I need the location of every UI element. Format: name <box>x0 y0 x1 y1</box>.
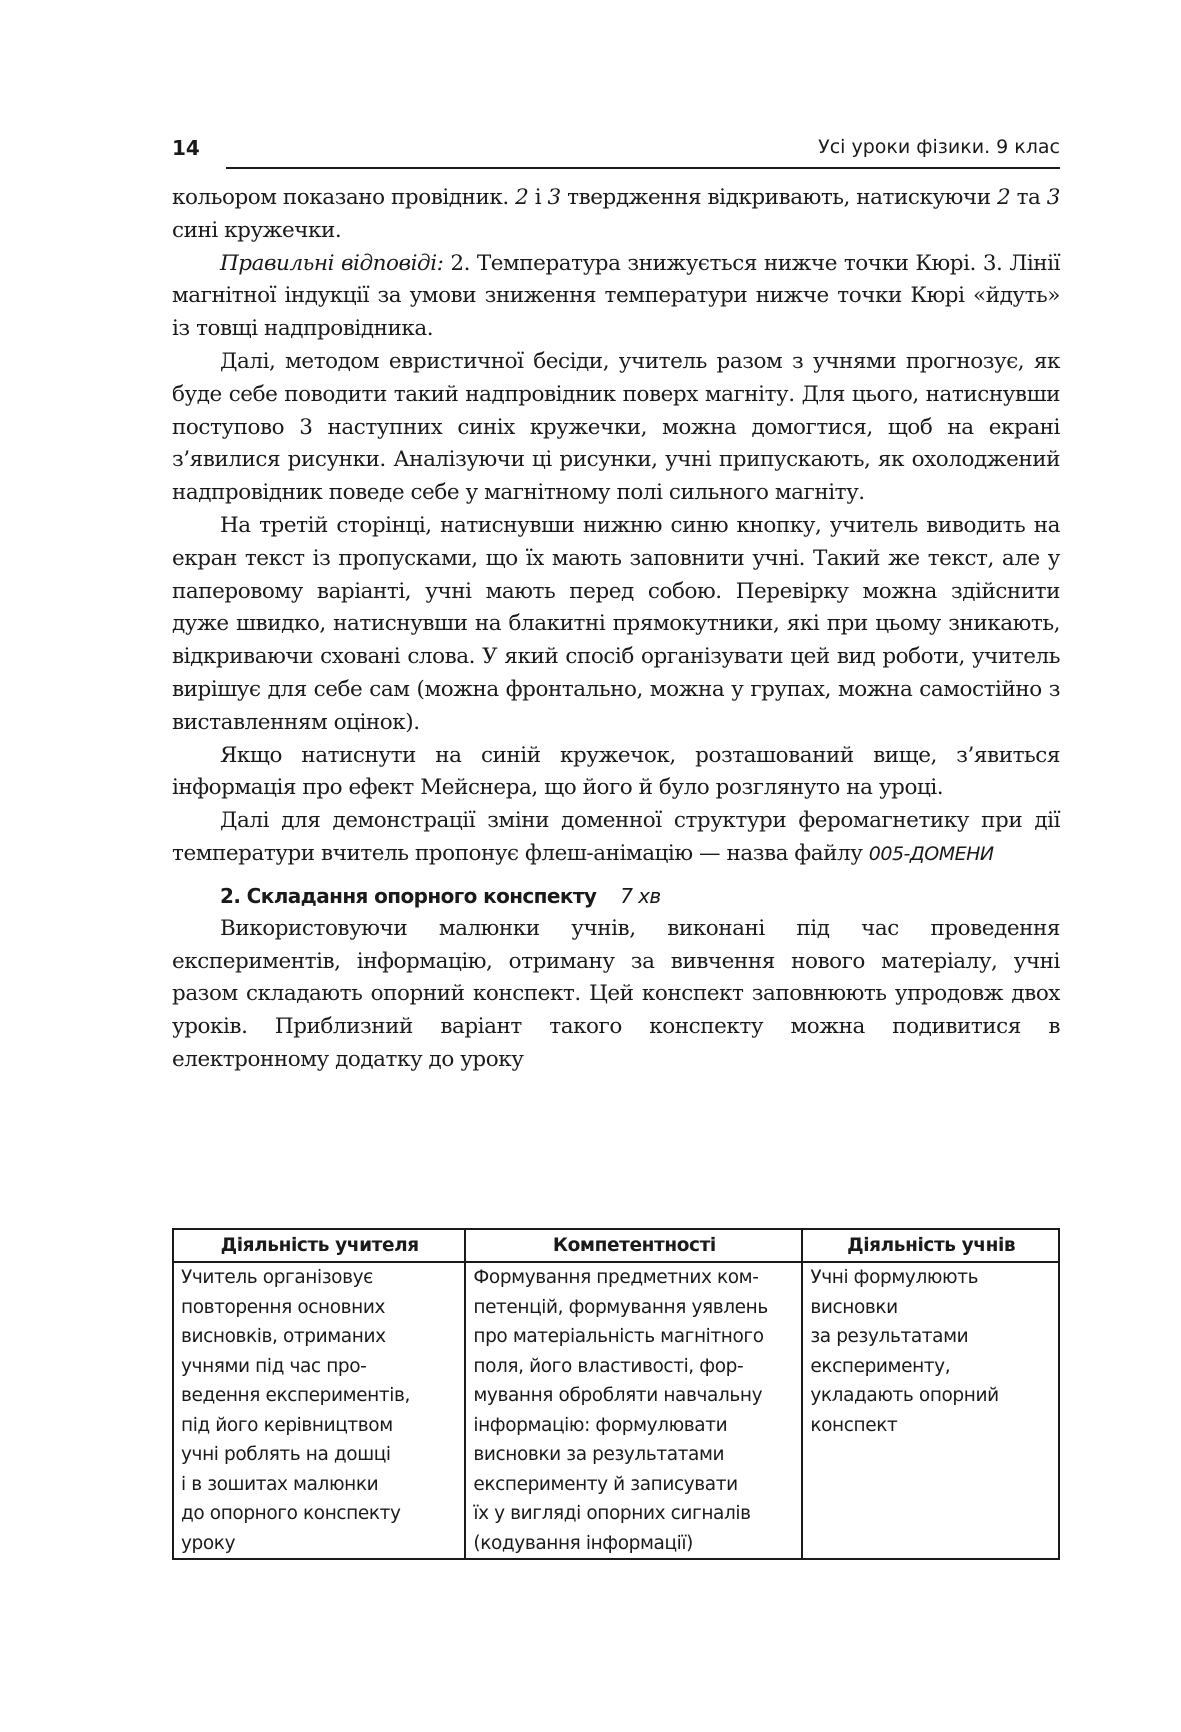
text-run: сині кружечки. <box>172 217 342 243</box>
text-run: кольором показано провідник. <box>172 185 516 210</box>
book-title: Усі уроки фізики. 9 клас <box>818 136 1060 158</box>
cell-line: за результатами <box>810 1326 969 1347</box>
cell-line: інформацію: формулювати <box>473 1414 728 1436</box>
cell-line: уроку <box>181 1532 236 1554</box>
section-time: 7 хв <box>620 883 661 908</box>
book-page <box>172 130 1061 1554</box>
text-run: та <box>1010 185 1047 210</box>
cell-line: петенцій, формування уявлень <box>473 1296 768 1318</box>
paragraph <box>172 248 1060 346</box>
cell-line: Учні формулюють <box>810 1267 979 1288</box>
paragraph <box>172 510 1060 740</box>
paragraph <box>172 740 1060 806</box>
cell-student-activity <box>802 1262 1059 1559</box>
konspekt-table <box>172 1228 1060 1560</box>
cell-line: їх у вигляді опорних сигналів <box>473 1503 751 1524</box>
table-header-row <box>173 1229 1059 1262</box>
cell-line: Формування предметних ком- <box>473 1267 759 1288</box>
cell-line: експерименту й записувати <box>473 1473 738 1495</box>
section-heading <box>220 881 1060 911</box>
cell-line: повторення основних <box>181 1296 386 1318</box>
paragraph <box>172 913 1060 1077</box>
body-text <box>172 182 1060 1077</box>
italic-text: 2 <box>515 185 529 210</box>
text-run: Використовуючи малюнки учнів, виконані під час проведення експериментів, інформацію, отриману за вивчення нового матеріалу, учні разом складають опорний конспект. Цей конспект заповнюють упродовж двох уроків. Приблизний варіант такого конспекту можна подивитися в електронному додатку до уроку <box>172 915 1060 1072</box>
cell-line: поля, його властивості, фор- <box>473 1355 744 1377</box>
italic-text: 3 <box>1046 185 1061 210</box>
table-row <box>173 1262 1059 1559</box>
running-head <box>172 130 1060 168</box>
text-run: Далі, методом евристичної бесіди, учитель разом з учнями прогнозує, як буде себе поводити такий надпровідник поверх магніту. Для цього, натиснувши поступово 3 наступних синіх кружечки, можна домогтися, щоб на екрані з’явилися рисунки. Аналізуючи ці рисунки, учні припускають, як охолоджений надпровідник поведе себе у магнітному полі сильного магніту. <box>172 348 1060 506</box>
text-run: і <box>528 185 548 210</box>
cell-line: учні роблять на дошці <box>181 1444 391 1465</box>
table-body <box>173 1262 1059 1559</box>
text-run: На третій сторінці, натиснувши нижню синю кнопку, учитель виводить на екран текст із пропусками, що їх мають заповнити учні. Такий же текст, але у паперовому варіанті, учні мають перед собою. Перевірку можна здійснити дуже швидко, натиснувши на блакитні прямокутники, які при цьому зникають, відкриваючи сховані слова. У який спосіб організувати цей вид роботи, учитель вирішує для себе сам (можна фронтально, можна у групах, можна самостійно з виставленням оцінок). <box>172 512 1060 735</box>
italic-text: Правильні відповіді: <box>220 250 444 276</box>
page-number: 14 <box>172 136 200 160</box>
cell-competencies <box>465 1262 802 1559</box>
italic-text: 3 <box>547 185 561 210</box>
cell-line: висновки за результатами <box>473 1444 725 1465</box>
cell-line: Учитель організовує <box>181 1267 373 1288</box>
cell-line: (кодування інформації) <box>473 1532 693 1554</box>
cell-line: про матеріальність магнітного <box>473 1326 764 1347</box>
paragraph <box>172 182 1060 248</box>
column-header-teacher: Діяльність учителя <box>173 1229 465 1262</box>
cell-line: учнями під час про- <box>181 1355 367 1377</box>
cell-line: і в зошитах малюнки <box>181 1473 379 1495</box>
cell-line: висновків, отриманих <box>181 1326 386 1347</box>
paragraph <box>172 346 1060 510</box>
paragraphs-after <box>172 913 1060 1077</box>
cell-line: експерименту, <box>810 1355 951 1377</box>
text-run: 2. Температура знижується нижче точки Кюрі. 3. Лінії магнітної індукції за умови зниження температури нижче точки Кюрі «йдуть» із товщі надпровідника. <box>172 250 1061 342</box>
cell-line: висновки <box>810 1296 898 1318</box>
cell-line: мування обробляти навчальну <box>473 1385 763 1406</box>
column-header-competencies: Компетентності <box>465 1229 802 1262</box>
text-run: Якщо натиснути на синій кружечок, розташований вище, з’явиться інформація про ефект Мейснера, що його й було розглянуто на уроці. <box>172 742 1060 801</box>
section-title: 2. Складання опорного конспекту <box>220 883 597 908</box>
text-run: твердження відкривають, натискуючи <box>560 185 997 210</box>
cell-line: ведення експериментів, <box>181 1385 410 1406</box>
cell-line: під його керівництвом <box>181 1414 393 1436</box>
file-name: 005-ДОМЕНИ <box>868 842 994 865</box>
header-rule <box>226 167 1060 169</box>
text-run: Далі для демонстрації зміни доменної структури феромагнетику при дії температури вчитель пропонує флеш-анімацію — назва файлу <box>172 808 1060 866</box>
italic-text: 2 <box>996 185 1011 210</box>
cell-line: укладають опорний <box>810 1385 999 1406</box>
cell-line: до опорного конспекту <box>181 1503 401 1524</box>
column-header-students: Діяльність учнів <box>802 1229 1059 1262</box>
cell-teacher-activity <box>173 1262 465 1559</box>
cell-line: конспект <box>810 1414 898 1436</box>
paragraphs-before <box>172 182 1060 871</box>
paragraph <box>172 805 1060 871</box>
